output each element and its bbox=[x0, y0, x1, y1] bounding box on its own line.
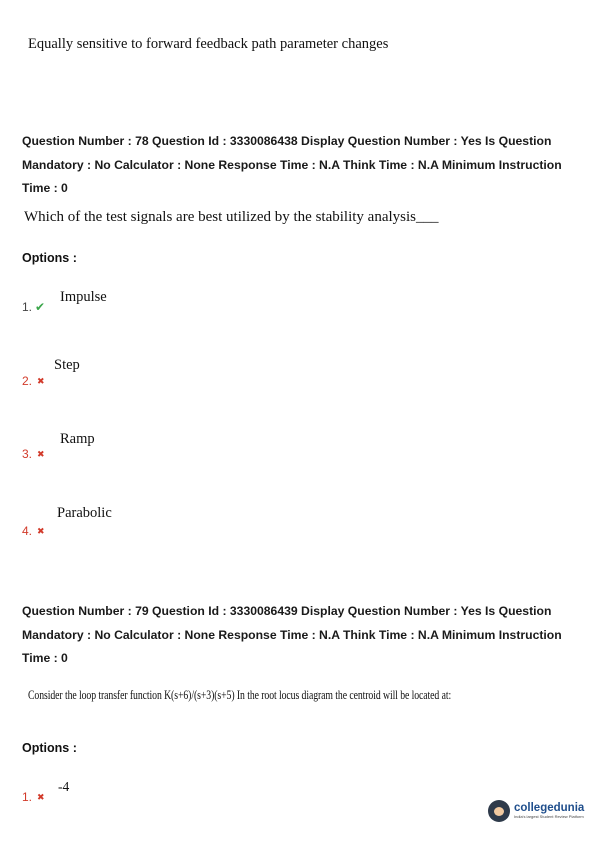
option-3-text: Ramp bbox=[60, 431, 95, 447]
option-2-marker bbox=[22, 374, 45, 388]
meta-line: Mandatory : No Calculator : None Response Time : N.A Think Time : N.A Minimum Instruction bbox=[22, 627, 562, 642]
mascot-icon bbox=[488, 800, 510, 822]
logo-tagline: India's largest Student Review Platform bbox=[514, 814, 584, 819]
meta-line: Question Number : 79 Question Id : 3330086439 Display Question Number : Yes Is Question bbox=[22, 604, 552, 618]
question-78-meta bbox=[22, 130, 582, 201]
question-79-text: Consider the loop transfer function K(s+6)/(s+3)(s+5) In the root locus diagram the centroid will be located at: bbox=[28, 688, 452, 702]
option-number: 1. bbox=[22, 790, 33, 804]
options-label: Options : bbox=[22, 741, 77, 755]
option-4-text: Parabolic bbox=[57, 505, 112, 521]
option-1-text: -4 bbox=[58, 779, 70, 794]
option-2-text: Step bbox=[54, 357, 80, 373]
cross-icon: ✖ bbox=[37, 791, 45, 802]
options-label: Options : bbox=[22, 251, 77, 265]
option-number: 3. bbox=[22, 447, 33, 461]
option-1-marker bbox=[22, 790, 45, 804]
option-3-marker bbox=[22, 447, 45, 461]
option-1-marker bbox=[22, 300, 45, 314]
option-1-text: Impulse bbox=[60, 289, 107, 305]
meta-line: Question Number : 78 Question Id : 3330086438 Display Question Number : Yes Is Question bbox=[22, 134, 552, 148]
cross-icon: ✖ bbox=[37, 448, 45, 459]
option-number: 1. bbox=[22, 300, 33, 314]
cross-icon: ✖ bbox=[37, 525, 45, 536]
cross-icon: ✖ bbox=[37, 375, 45, 386]
option-4-marker bbox=[22, 524, 45, 538]
question-78-text: Which of the test signals are best utilized by the stability analysis___ bbox=[24, 209, 439, 225]
meta-line: Mandatory : No Calculator : None Response Time : N.A Think Time : N.A Minimum Instruction bbox=[22, 157, 562, 172]
previous-option-text: Equally sensitive to forward feedback path parameter changes bbox=[28, 36, 389, 52]
logo-name: collegedunia bbox=[514, 802, 585, 814]
check-icon: ✔ bbox=[35, 300, 46, 314]
option-number: 4. bbox=[22, 524, 33, 538]
option-number: 2. bbox=[22, 374, 33, 388]
question-79-meta bbox=[22, 600, 582, 671]
meta-line: Time : 0 bbox=[22, 651, 68, 665]
collegedunia-logo bbox=[488, 800, 584, 822]
meta-line: Time : 0 bbox=[22, 181, 68, 195]
